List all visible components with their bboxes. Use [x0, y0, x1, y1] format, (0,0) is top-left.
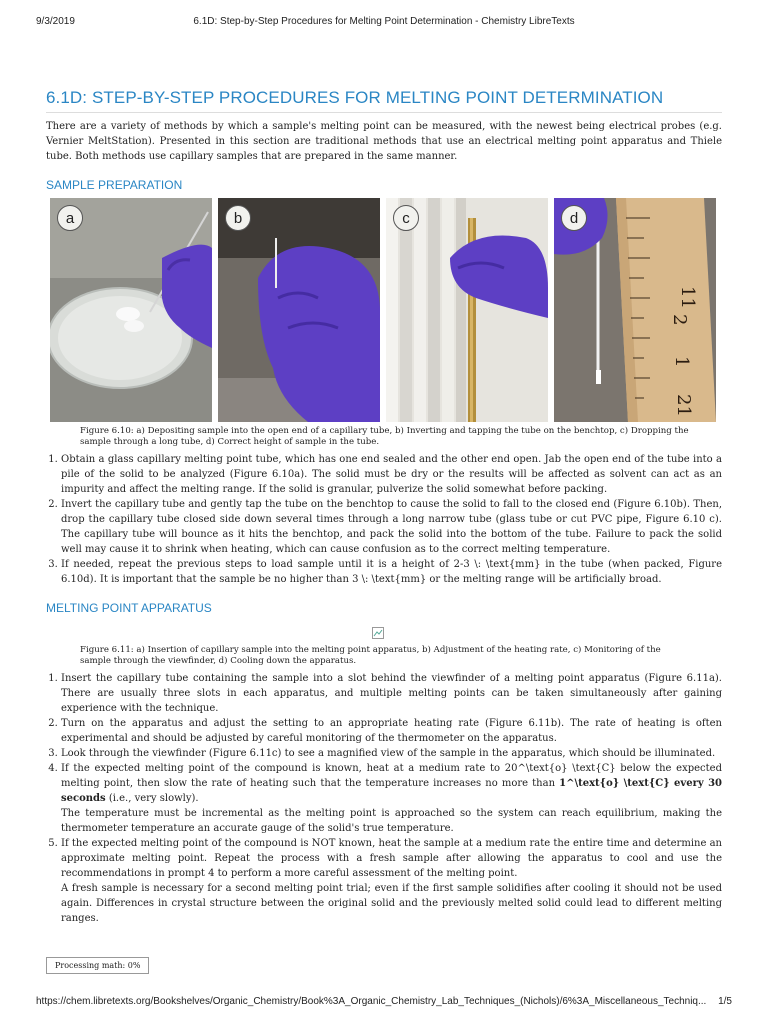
list-item — [61, 836, 722, 926]
figure-6-11-caption: Figure 6.11: a) Insertion of capillary sample into the melting point apparatus, b) Adjustment of the heating rate, c) Monitoring of the sample through the viewfinder, d) Cooling down the apparatus. — [80, 645, 661, 666]
ruler-digit-2: 2 — [669, 314, 690, 326]
print-header — [36, 16, 732, 30]
step-4-rate: 1^\text{o} \text{C} every 30 seconds — [61, 778, 722, 804]
step-4-note: The temperature must be incremental as the melting point is approached so the system can reach equilibrium, making the thermometer temperature an accurate gauge of the solid's true temperature. — [61, 808, 722, 834]
sample-prep-steps — [46, 452, 722, 587]
print-date: 9/3/2019 — [36, 16, 75, 27]
photo-label-a: a — [57, 205, 83, 231]
list-item: 1. Obtain a glass capillary melting point tube, which has one end sealed and the other end open. Jab the open end of the tube into a pile of the solid to be analyzed (Figure 6.10a). The solid must be dry or the results will be affected as solvent can act as an impurity and affect the melting range. If the solid is granular, pulverize the solid somewhat before packing. — [61, 452, 722, 497]
processing-math-indicator: Processing math: 0% — [46, 957, 149, 974]
figure-6-10-caption: Figure 6.10: a) Depositing sample into the open end of a capillary tube, b) Inverting and tapping the tube on the benchtop, c) Dropping the sample through a long tube, d) Correct height of sample in the tube. — [80, 426, 689, 447]
figure-6-10-photos — [50, 198, 718, 422]
print-page-number: 1/5 — [718, 996, 732, 1007]
intro-paragraph: There are a variety of methods by which a sample's melting point can be measured, with the newest being electrical probes (e.g. Vernier MeltStation). Presented in this section are traditional methods that use an electrical melting point apparatus and Thiele tube. Both methods use capillary samples that are prepared in the same manner. — [46, 121, 722, 162]
photo-label-d: d — [561, 205, 587, 231]
article-content — [46, 88, 722, 926]
apparatus-steps — [46, 671, 722, 926]
step-5-note: A fresh sample is necessary for a second melting point trial; even if the first sample solidifies after cooling it should not be used again. Differences in crystal structure between the original solid and the previously melted solid could lead to different melting ranges. — [61, 883, 722, 924]
photo-b-image — [218, 198, 380, 422]
photo-b — [218, 198, 380, 422]
ruler-digit-11: 11 — [677, 286, 698, 309]
list-item: 3. Look through the viewfinder (Figure 6.11c) to see a magnified view of the sample in the apparatus, which should be illuminated. — [61, 746, 722, 761]
list-item — [61, 761, 722, 836]
photo-c-image — [386, 198, 548, 422]
list-item: 1. Insert the capillary tube containing the sample into a slot behind the viewfinder of a melting point apparatus (Figure 6.11a). There are usually three slots in each apparatus, and multiple melting points can be taken simultaneously after gaining experience with the technique. — [61, 671, 722, 716]
page-title: 6.1D: STEP-BY-STEP PROCEDURES FOR MELTING POINT DETERMINATION — [46, 88, 722, 113]
photo-a-image — [50, 198, 212, 422]
section-heading-sample-preparation: SAMPLE PREPARATION — [46, 178, 183, 192]
photo-a — [50, 198, 212, 422]
photo-d — [554, 198, 716, 422]
list-item: 3. If needed, repeat the previous steps to load sample until it is a height of 2-3 \: \text{mm} in the tube (when packed, Figure 6.10d). It is important that the sample be no higher than 3 \: \text{mm} or the melting range will be artificially broad. — [61, 557, 722, 587]
photo-label-c: c — [393, 205, 419, 231]
print-footer — [36, 996, 732, 1010]
broken-image-icon — [372, 627, 384, 639]
photo-d-image — [554, 198, 716, 422]
list-item: 2. Turn on the apparatus and adjust the setting to an appropriate heating rate (Figure 6.11b). The rate of heating is often experimental and should be adjusted by careful monitoring of the thermometer on the apparatus. — [61, 716, 722, 746]
print-url: https://chem.libretexts.org/Bookshelves/Organic_Chemistry/Book%3A_Organic_Chemistry_Lab_Techniques_(Nichols)/6%3A_Miscellaneous_Techniq... — [36, 996, 707, 1007]
section-heading-melting-point-apparatus: MELTING POINT APPARATUS — [46, 601, 212, 615]
step-4-text-end: (i.e., very slowly). — [105, 793, 199, 804]
list-item: 2. Invert the capillary tube and gently tap the tube on the benchtop to cause the solid to fall to the closed end (Figure 6.10b). Then, drop the capillary tube closed side down several times through a long narrow tube (glass tube or cut PVC pipe, Figure 6.10 c). The capillary tube will bounce as it hits the benchtop, and pack the solid into the bottom of the tube. Failure to pack the solid well may cause it to shrink when heating, which can cause confusion as to the correct melting temperature. — [61, 497, 722, 557]
step-5-text: If the expected melting point of the compound is NOT known, heat the sample at a medium rate the entire time and determine an approximate melting point. Repeat the process with a fresh sample after allowing the apparatus to cool and use the recommendations in prompt 4 to perform a more careful assessment of the melting point. — [61, 838, 722, 879]
photo-c — [386, 198, 548, 422]
print-page-title: 6.1D: Step-by-Step Procedures for Melting Point Determination - Chemistry LibreTexts — [193, 16, 575, 27]
ruler-digit-21: 21 — [673, 394, 694, 417]
ruler-digit-1: 1 — [671, 356, 692, 368]
step-4-text: If the expected melting point of the compound is known, heat at a medium rate to 20^\text{o} \text{C} below the expected melting point, then slow the rate of heating such that the temperature increases no more than — [61, 763, 722, 789]
photo-label-b: b — [225, 205, 251, 231]
